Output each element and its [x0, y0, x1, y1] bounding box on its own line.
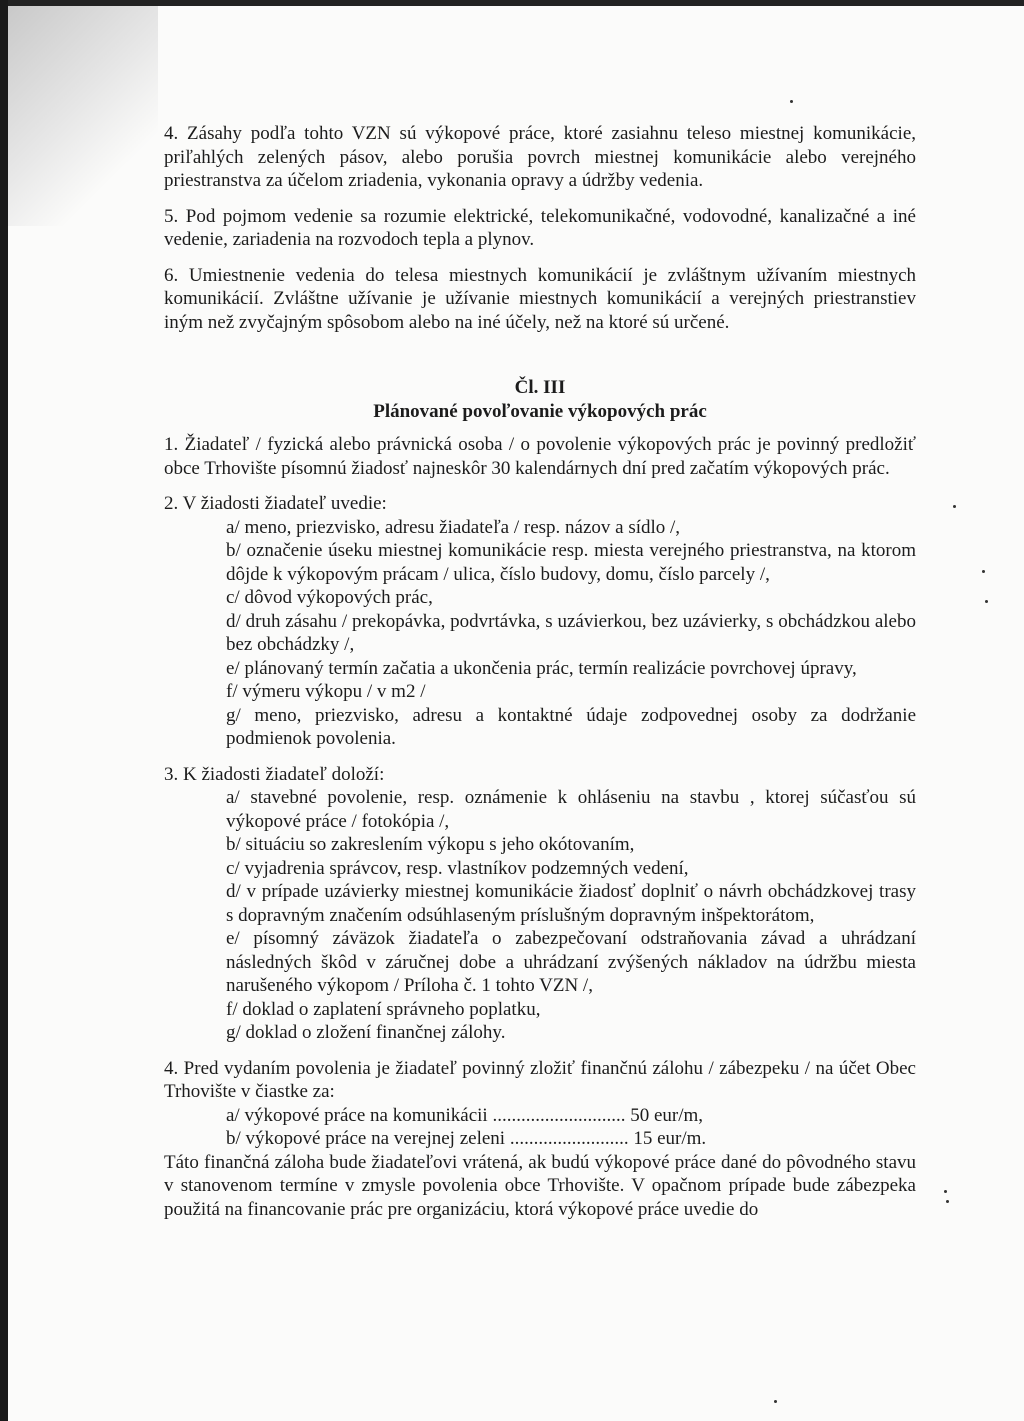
list-item: a/ meno, priezvisko, adresu žiadateľa / resp. názov a sídlo /, — [226, 516, 681, 538]
fee-label: a/ výkopové práce na komunikácii — [226, 1104, 488, 1126]
article-number: Čl. III — [514, 377, 566, 398]
paragraph-5: 5. Pod pojmom vedenie sa rozumie elektrické, telekomunikačné, vodovodné, kanalizačné a iné vedenie, zariadenia na rozvodoch tepla a plynov. — [164, 205, 916, 250]
list-item: e/ písomný záväzok žiadateľa o zabezpečovaní odstraňovania závad a uhrádzaní následných škôd v záručnej dobe a uhrádzaní zvýšených nákladov na údržbu miesta narušeného výkopom / Príloha č. 1 tohto VZN /, — [226, 928, 916, 996]
scan-speck — [790, 100, 793, 103]
fee-line — [164, 1127, 916, 1151]
article-paragraph-4-intro: 4. Pred vydaním povolenia je žiadateľ povinný zložiť finančnú zálohu / zábezpeku / na účet Obec Trhovište v čiastke za: — [164, 1057, 916, 1102]
list-item: g/ doklad o zložení finančnej zálohy. — [226, 1022, 506, 1043]
fee-dots: ............................ — [487, 1104, 626, 1126]
list-item: e/ plánovaný termín začatia a ukončenia prác, termín realizácie povrchovej úpravy, — [226, 657, 857, 679]
scan-speck — [946, 1200, 949, 1203]
fee-label: b/ výkopové práce na verejnej zeleni — [226, 1128, 506, 1149]
document-body — [164, 122, 916, 1221]
fee-amount: 50 eur/m, — [625, 1104, 704, 1126]
article-paragraph-4-closing: Táto finančná záloha bude žiadateľovi vrátená, ak budú výkopové práce dané do pôvodného stavu v stanovenom termíne v zmysle povolenia obce Trhovište. V opačnom prípade bude zábezpeka použitá na financovanie prác pre organizáciu, ktorá výkopové práce uvedie do — [164, 1151, 916, 1220]
article-title: Plánované povoľovanie výkopových prác — [373, 400, 707, 422]
article-paragraph-1: 1. Žiadateľ / fyzická alebo právnická osoba / o povolenie výkopových prác je povinný predložiť obce Trhovište písomnú žiadosť najneskôr 30 kalendárnych dní pred začatím výkopových prác. — [164, 434, 916, 479]
list-item: g/ meno, priezvisko, adresu a kontaktné údaje zodpovednej osoby za dodržanie podmienok povolenia. — [226, 704, 916, 749]
scan-speck — [944, 1190, 947, 1193]
article-paragraph-3-intro: 3. K žiadosti žiadateľ doloží: — [164, 763, 385, 785]
fee-dots: ......................... — [505, 1128, 629, 1149]
scan-speck — [953, 505, 956, 508]
paragraph-6: 6. Umiestnenie vedenia do telesa miestnych komunikácií je zvláštnym užívaním miestnych komunikácií. Zvláštne užívanie je užívanie miestnych komunikácií a verejných priestranstiev iným než zvyčajným spôsobom alebo na iné účely, než na ktoré sú určené. — [164, 264, 916, 333]
list-item: a/ stavebné povolenie, resp. oznámenie k ohláseniu na stavbu , ktorej súčasťou sú výkopové práce / fotokópia /, — [226, 787, 916, 832]
fee-amount: 15 eur/m. — [628, 1128, 707, 1149]
list-item: d/ druh zásahu / prekopávka, podvrtávka, s uzávierkou, bez uzávierky, s obchádzkou alebo bez obchádzky /, — [226, 610, 916, 655]
list-item: f/ doklad o zaplatení správneho poplatku, — [226, 998, 541, 1020]
scan-corner-shadow — [8, 6, 158, 226]
list-item: b/ situáciu so zakreslením výkopu s jeho okótovaním, — [226, 834, 635, 855]
scan-edge-left — [0, 0, 8, 1421]
article-paragraph-2-intro: 2. V žiadosti žiadateľ uvedie: — [164, 493, 387, 514]
scan-speck — [774, 1400, 777, 1403]
scan-speck — [982, 570, 985, 573]
list-item: d/ v prípade uzávierky miestnej komunikácie žiadosť doplniť o návrh obchádzkovej trasy s dopravným značením odsúhlaseným príslušným dopravným inšpektorátom, — [226, 881, 916, 926]
fee-line — [164, 1104, 916, 1128]
list-item: c/ dôvod výkopových prác, — [226, 587, 433, 608]
scan-speck — [985, 600, 988, 603]
paragraph-4: 4. Zásahy podľa tohto VZN sú výkopové práce, ktoré zasiahnu teleso miestnej komunikácie, priľahlých zelených pásov, alebo porušia povrch miestnej komunikácie alebo verejného priestranstva za účelom zriadenia, vykonania opravy a údržby vedenia. — [164, 123, 916, 191]
list-item: f/ výmeru výkopu / v m2 / — [226, 681, 426, 702]
list-item: c/ vyjadrenia správcov, resp. vlastníkov podzemných vedení, — [226, 857, 689, 879]
list-item: b/ označenie úseku miestnej komunikácie resp. miesta verejného priestranstva, na ktorom dôjde k výkopovým prácam / ulica, číslo budovy, domu, číslo parcely /, — [226, 540, 916, 585]
